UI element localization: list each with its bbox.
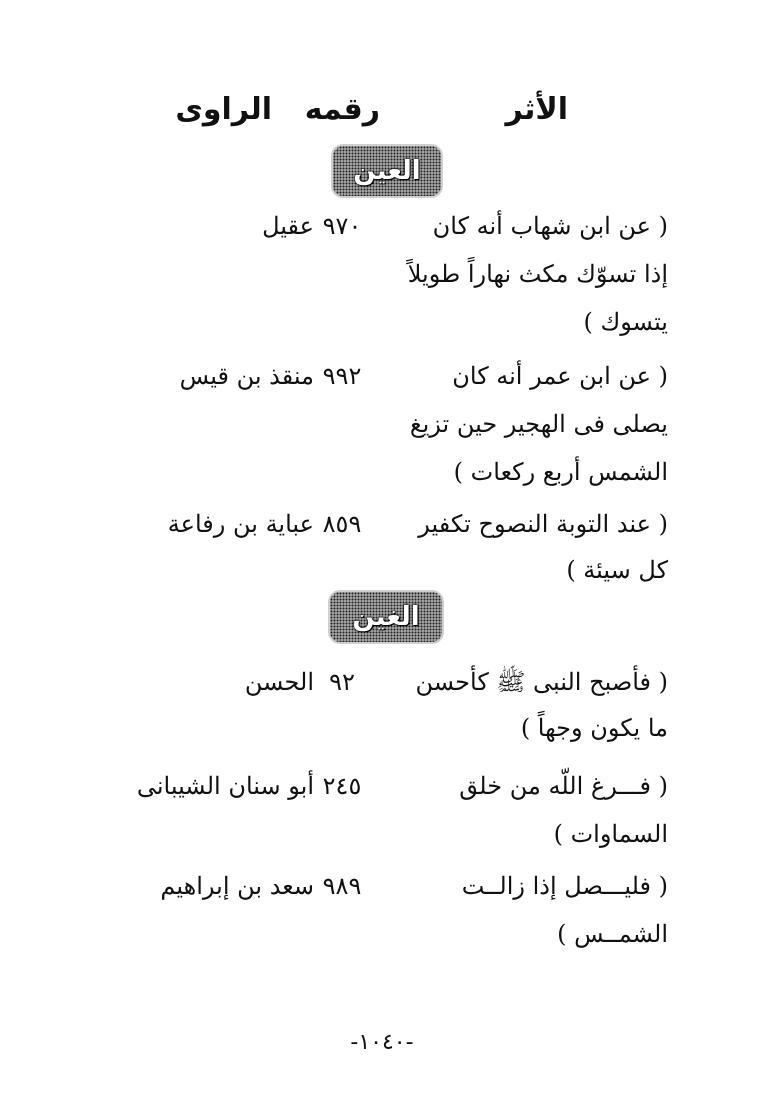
entry-narrator: الحسن <box>244 668 314 696</box>
entry-narrator: عقيل <box>262 212 314 240</box>
entry-narrator: أبو سنان الشيبانى <box>136 772 314 800</box>
entry-narrator: سعد بن إبراهيم <box>160 872 314 900</box>
entry-narrator: منقذ بن قيس <box>179 362 314 390</box>
athar-line: كل سيئة ) <box>566 556 668 584</box>
athar-line: ما يكون وجهاً ) <box>520 714 668 742</box>
athar-line: ( فأصبح النبى ﷺ كأحسن <box>415 668 668 696</box>
column-header-number: رقمه <box>304 92 380 127</box>
section-label-ayn: العين <box>333 146 441 196</box>
column-header-athar: الأثر <box>505 92 568 127</box>
column-header-narrator: الراوى <box>175 92 272 127</box>
athar-line: ( فـــرغ اللّه من خلق <box>459 772 668 800</box>
page-number: -١٠٤٠- <box>350 1030 414 1055</box>
athar-line: السماوات ) <box>553 820 668 848</box>
entry-number: ٩٩٢ <box>322 362 362 390</box>
athar-line: إذا تسوّك مكث نهاراً طويلاً <box>407 260 668 288</box>
athar-line: يتسوك ) <box>583 308 668 336</box>
athar-line: الشمس أربع ركعات ) <box>453 458 668 486</box>
athar-line: ( فليـــصل إذا زالــت <box>461 872 668 900</box>
entry-number: ٩٢ <box>329 668 355 696</box>
entry-number: ٢٤٥ <box>322 772 362 800</box>
entry-narrator: عباية بن رفاعة <box>167 510 314 538</box>
entry-number: ٨٥٩ <box>322 510 362 538</box>
entry-number: ٩٧٠ <box>322 212 362 240</box>
section-label-ghayn: الغين <box>330 592 442 642</box>
athar-line: ( عن ابن شهاب أنه كان <box>432 212 668 240</box>
entry-number: ٩٨٩ <box>322 872 362 900</box>
athar-line: يصلى فى الهجير حين تزيغ <box>409 410 668 438</box>
athar-line: ( عن ابن عمر أنه كان <box>452 362 668 390</box>
athar-line: ( عند التوبة النصوح تكفير <box>418 510 668 538</box>
athar-line: الشمــس ) <box>557 920 668 948</box>
